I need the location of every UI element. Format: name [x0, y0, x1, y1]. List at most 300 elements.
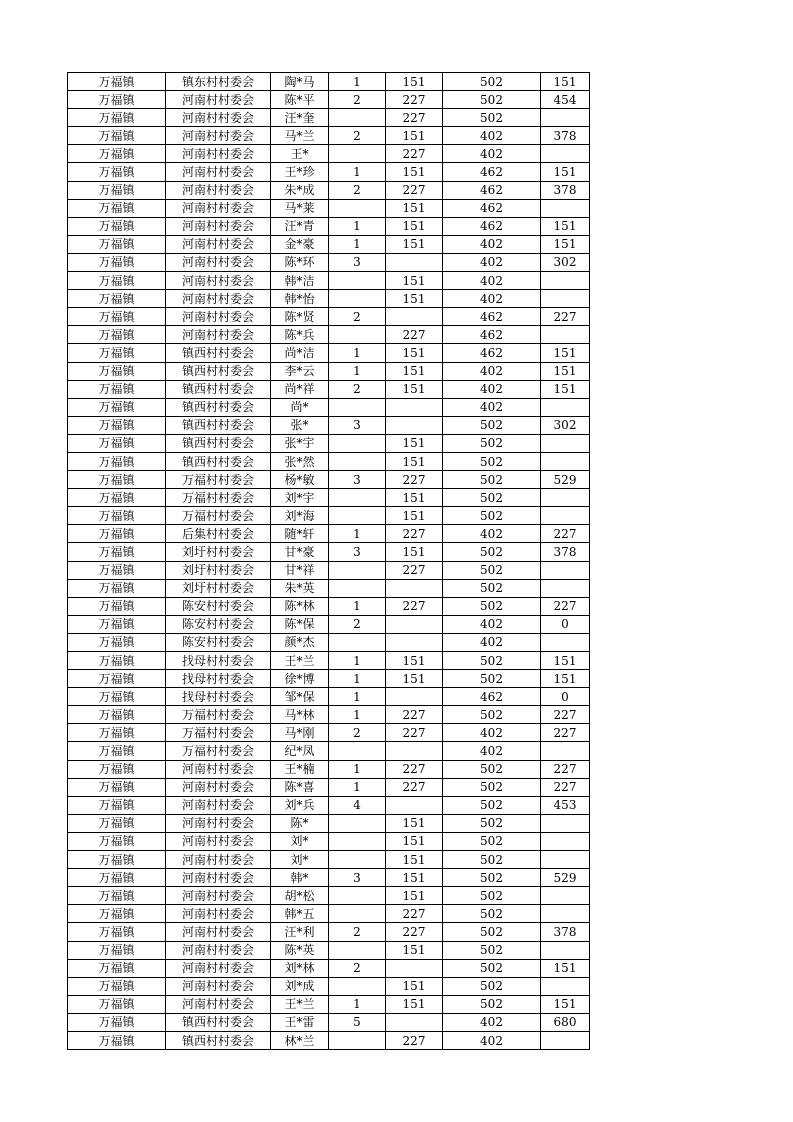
name-cell: 邹*保	[271, 688, 329, 706]
town-cell: 万福镇	[68, 887, 166, 905]
count-cell	[329, 905, 386, 923]
total-cell	[541, 272, 590, 290]
name-cell: 马*莱	[271, 199, 329, 217]
name-cell: 陶*马	[271, 73, 329, 91]
table-row	[68, 272, 590, 290]
name-cell: 刘*	[271, 832, 329, 850]
amount-b-cell: 502	[443, 434, 541, 452]
amount-a-cell	[386, 742, 443, 760]
town-cell: 万福镇	[68, 561, 166, 579]
table-row	[68, 1031, 590, 1049]
village-committee-cell: 万福村村委会	[166, 471, 271, 489]
town-cell: 万福镇	[68, 235, 166, 253]
amount-b-cell: 502	[443, 489, 541, 507]
count-cell: 1	[329, 670, 386, 688]
town-cell: 万福镇	[68, 73, 166, 91]
count-cell	[329, 579, 386, 597]
town-cell: 万福镇	[68, 489, 166, 507]
name-cell: 马*林	[271, 706, 329, 724]
town-cell: 万福镇	[68, 181, 166, 199]
amount-a-cell: 151	[386, 941, 443, 959]
count-cell	[329, 851, 386, 869]
name-cell: 韩*洁	[271, 272, 329, 290]
count-cell	[329, 832, 386, 850]
count-cell: 1	[329, 362, 386, 380]
name-cell: 林*兰	[271, 1031, 329, 1049]
village-committee-cell: 河南村村委会	[166, 778, 271, 796]
amount-a-cell: 227	[386, 326, 443, 344]
village-committee-cell: 找母村村委会	[166, 670, 271, 688]
table-row	[68, 217, 590, 235]
amount-b-cell: 502	[443, 561, 541, 579]
amount-b-cell: 502	[443, 851, 541, 869]
table-row	[68, 109, 590, 127]
village-committee-cell: 河南村村委会	[166, 796, 271, 814]
table-row	[68, 652, 590, 670]
village-committee-cell: 河南村村委会	[166, 308, 271, 326]
table-row	[68, 941, 590, 959]
amount-b-cell: 502	[443, 995, 541, 1013]
table-row	[68, 633, 590, 651]
name-cell: 汪*青	[271, 217, 329, 235]
town-cell: 万福镇	[68, 416, 166, 434]
village-committee-cell: 镇西村村委会	[166, 416, 271, 434]
total-cell: 227	[541, 525, 590, 543]
count-cell: 1	[329, 652, 386, 670]
village-committee-cell: 万福村村委会	[166, 742, 271, 760]
count-cell	[329, 1031, 386, 1049]
town-cell: 万福镇	[68, 452, 166, 470]
amount-b-cell: 502	[443, 73, 541, 91]
amount-b-cell: 502	[443, 579, 541, 597]
amount-a-cell: 151	[386, 869, 443, 887]
village-committee-cell: 镇西村村委会	[166, 1031, 271, 1049]
amount-a-cell: 151	[386, 977, 443, 995]
table-row	[68, 91, 590, 109]
table-row	[68, 73, 590, 91]
name-cell: 张*	[271, 416, 329, 434]
count-cell	[329, 489, 386, 507]
name-cell: 朱*英	[271, 579, 329, 597]
total-cell: 227	[541, 597, 590, 615]
amount-a-cell	[386, 959, 443, 977]
amount-a-cell: 151	[386, 489, 443, 507]
village-committee-cell: 河南村村委会	[166, 145, 271, 163]
amount-b-cell: 462	[443, 199, 541, 217]
amount-a-cell	[386, 416, 443, 434]
town-cell: 万福镇	[68, 706, 166, 724]
total-cell	[541, 561, 590, 579]
name-cell: 刘*宇	[271, 489, 329, 507]
name-cell: 尚*祥	[271, 380, 329, 398]
amount-b-cell: 502	[443, 706, 541, 724]
total-cell	[541, 109, 590, 127]
total-cell	[541, 290, 590, 308]
village-committee-cell: 河南村村委会	[166, 832, 271, 850]
town-cell: 万福镇	[68, 434, 166, 452]
total-cell: 378	[541, 127, 590, 145]
total-cell: 227	[541, 706, 590, 724]
village-committee-cell: 刘圩村村委会	[166, 561, 271, 579]
town-cell: 万福镇	[68, 344, 166, 362]
count-cell: 1	[329, 597, 386, 615]
town-cell: 万福镇	[68, 109, 166, 127]
total-cell: 151	[541, 995, 590, 1013]
town-cell: 万福镇	[68, 471, 166, 489]
amount-b-cell: 502	[443, 977, 541, 995]
total-cell	[541, 633, 590, 651]
amount-b-cell: 402	[443, 127, 541, 145]
amount-a-cell: 227	[386, 760, 443, 778]
count-cell: 4	[329, 796, 386, 814]
amount-a-cell: 151	[386, 380, 443, 398]
amount-a-cell: 227	[386, 145, 443, 163]
name-cell: 刘*林	[271, 959, 329, 977]
village-committee-cell: 后集村村委会	[166, 525, 271, 543]
village-committee-cell: 刘圩村村委会	[166, 579, 271, 597]
total-cell: 378	[541, 181, 590, 199]
amount-b-cell: 502	[443, 416, 541, 434]
count-cell: 3	[329, 416, 386, 434]
total-cell: 151	[541, 362, 590, 380]
name-cell: 金*豪	[271, 235, 329, 253]
count-cell	[329, 434, 386, 452]
table-row	[68, 778, 590, 796]
amount-a-cell: 151	[386, 199, 443, 217]
table-row	[68, 814, 590, 832]
table-row	[68, 1013, 590, 1031]
name-cell: 韩*怡	[271, 290, 329, 308]
name-cell: 王*楠	[271, 760, 329, 778]
count-cell: 1	[329, 163, 386, 181]
town-cell: 万福镇	[68, 688, 166, 706]
village-committee-cell: 河南村村委会	[166, 272, 271, 290]
count-cell	[329, 109, 386, 127]
total-cell: 151	[541, 217, 590, 235]
total-cell: 0	[541, 615, 590, 633]
count-cell	[329, 290, 386, 308]
amount-a-cell: 151	[386, 652, 443, 670]
name-cell: 张*然	[271, 452, 329, 470]
count-cell	[329, 742, 386, 760]
village-committee-cell: 镇西村村委会	[166, 434, 271, 452]
amount-a-cell: 151	[386, 832, 443, 850]
amount-b-cell: 402	[443, 615, 541, 633]
name-cell: 陈*喜	[271, 778, 329, 796]
town-cell: 万福镇	[68, 977, 166, 995]
amount-a-cell: 227	[386, 778, 443, 796]
amount-b-cell: 502	[443, 796, 541, 814]
amount-b-cell: 502	[443, 905, 541, 923]
total-cell: 151	[541, 959, 590, 977]
amount-a-cell: 227	[386, 471, 443, 489]
amount-b-cell: 402	[443, 235, 541, 253]
total-cell	[541, 434, 590, 452]
village-committee-cell: 河南村村委会	[166, 163, 271, 181]
amount-b-cell: 502	[443, 941, 541, 959]
count-cell	[329, 887, 386, 905]
name-cell: 陈*环	[271, 253, 329, 271]
amount-b-cell: 502	[443, 760, 541, 778]
village-committee-cell: 河南村村委会	[166, 199, 271, 217]
town-cell: 万福镇	[68, 832, 166, 850]
table-row	[68, 507, 590, 525]
village-committee-cell: 万福村村委会	[166, 489, 271, 507]
total-cell: 227	[541, 308, 590, 326]
amount-a-cell: 227	[386, 724, 443, 742]
amount-b-cell: 402	[443, 525, 541, 543]
town-cell: 万福镇	[68, 869, 166, 887]
name-cell: 刘*兵	[271, 796, 329, 814]
count-cell: 3	[329, 471, 386, 489]
town-cell: 万福镇	[68, 814, 166, 832]
count-cell	[329, 199, 386, 217]
town-cell: 万福镇	[68, 579, 166, 597]
amount-b-cell: 462	[443, 308, 541, 326]
amount-b-cell: 502	[443, 670, 541, 688]
amount-b-cell: 462	[443, 163, 541, 181]
total-cell: 453	[541, 796, 590, 814]
count-cell	[329, 398, 386, 416]
count-cell: 2	[329, 959, 386, 977]
village-committee-cell: 河南村村委会	[166, 181, 271, 199]
name-cell: 朱*成	[271, 181, 329, 199]
amount-b-cell: 502	[443, 959, 541, 977]
name-cell: 刘*海	[271, 507, 329, 525]
village-committee-cell: 河南村村委会	[166, 887, 271, 905]
table-row	[68, 869, 590, 887]
village-committee-cell: 河南村村委会	[166, 977, 271, 995]
village-committee-cell: 河南村村委会	[166, 127, 271, 145]
table-row	[68, 416, 590, 434]
name-cell: 陈*	[271, 814, 329, 832]
count-cell: 1	[329, 760, 386, 778]
table-row	[68, 905, 590, 923]
town-cell: 万福镇	[68, 778, 166, 796]
table-row	[68, 561, 590, 579]
amount-b-cell: 462	[443, 181, 541, 199]
village-committee-cell: 万福村村委会	[166, 706, 271, 724]
count-cell	[329, 941, 386, 959]
amount-a-cell	[386, 633, 443, 651]
name-cell: 尚*洁	[271, 344, 329, 362]
amount-a-cell: 151	[386, 543, 443, 561]
count-cell: 3	[329, 543, 386, 561]
village-committee-cell: 河南村村委会	[166, 941, 271, 959]
village-committee-cell: 镇西村村委会	[166, 1013, 271, 1031]
count-cell: 1	[329, 778, 386, 796]
name-cell: 马*兰	[271, 127, 329, 145]
table-row	[68, 597, 590, 615]
count-cell: 2	[329, 724, 386, 742]
name-cell: 甘*豪	[271, 543, 329, 561]
total-cell: 227	[541, 760, 590, 778]
total-cell	[541, 326, 590, 344]
table-row	[68, 308, 590, 326]
count-cell	[329, 814, 386, 832]
amount-a-cell: 227	[386, 1031, 443, 1049]
amount-a-cell: 227	[386, 525, 443, 543]
amount-a-cell: 227	[386, 706, 443, 724]
amount-b-cell: 402	[443, 145, 541, 163]
amount-a-cell	[386, 253, 443, 271]
table-row	[68, 290, 590, 308]
table-row	[68, 235, 590, 253]
amount-b-cell: 502	[443, 652, 541, 670]
village-committee-cell: 河南村村委会	[166, 326, 271, 344]
table-row	[68, 127, 590, 145]
village-committee-cell: 陈安村村委会	[166, 633, 271, 651]
total-cell: 680	[541, 1013, 590, 1031]
amount-b-cell: 502	[443, 597, 541, 615]
amount-b-cell: 462	[443, 688, 541, 706]
town-cell: 万福镇	[68, 199, 166, 217]
name-cell: 随*轩	[271, 525, 329, 543]
table-row	[68, 471, 590, 489]
count-cell: 2	[329, 923, 386, 941]
amount-a-cell: 151	[386, 670, 443, 688]
village-committee-cell: 河南村村委会	[166, 109, 271, 127]
table-row	[68, 362, 590, 380]
village-committee-cell: 河南村村委会	[166, 851, 271, 869]
village-committee-cell: 镇西村村委会	[166, 362, 271, 380]
amount-b-cell: 402	[443, 633, 541, 651]
town-cell: 万福镇	[68, 362, 166, 380]
name-cell: 王*雷	[271, 1013, 329, 1031]
village-committee-cell: 河南村村委会	[166, 760, 271, 778]
name-cell: 杨*敏	[271, 471, 329, 489]
name-cell: 韩*	[271, 869, 329, 887]
village-committee-cell: 河南村村委会	[166, 235, 271, 253]
table-row	[68, 796, 590, 814]
amount-a-cell: 151	[386, 814, 443, 832]
total-cell: 454	[541, 91, 590, 109]
town-cell: 万福镇	[68, 217, 166, 235]
town-cell: 万福镇	[68, 543, 166, 561]
village-committee-cell: 河南村村委会	[166, 253, 271, 271]
table-row	[68, 995, 590, 1013]
total-cell	[541, 941, 590, 959]
town-cell: 万福镇	[68, 127, 166, 145]
table-row	[68, 615, 590, 633]
town-cell: 万福镇	[68, 905, 166, 923]
town-cell: 万福镇	[68, 959, 166, 977]
table-row	[68, 851, 590, 869]
name-cell: 陈*英	[271, 941, 329, 959]
count-cell: 2	[329, 615, 386, 633]
total-cell	[541, 145, 590, 163]
total-cell	[541, 832, 590, 850]
table-row	[68, 959, 590, 977]
name-cell: 刘*成	[271, 977, 329, 995]
table-row	[68, 398, 590, 416]
total-cell	[541, 452, 590, 470]
amount-a-cell: 151	[386, 995, 443, 1013]
village-committee-cell: 找母村村委会	[166, 652, 271, 670]
total-cell	[541, 742, 590, 760]
table-row	[68, 525, 590, 543]
town-cell: 万福镇	[68, 597, 166, 615]
count-cell: 1	[329, 235, 386, 253]
amount-b-cell: 502	[443, 814, 541, 832]
count-cell	[329, 977, 386, 995]
count-cell: 1	[329, 688, 386, 706]
table-row	[68, 977, 590, 995]
table-row	[68, 253, 590, 271]
table-row	[68, 923, 590, 941]
table-row	[68, 344, 590, 362]
count-cell: 1	[329, 995, 386, 1013]
town-cell: 万福镇	[68, 652, 166, 670]
data-table	[67, 72, 590, 1050]
amount-b-cell: 402	[443, 742, 541, 760]
amount-a-cell	[386, 308, 443, 326]
town-cell: 万福镇	[68, 163, 166, 181]
name-cell: 汪*奎	[271, 109, 329, 127]
name-cell: 尚*	[271, 398, 329, 416]
amount-a-cell: 151	[386, 163, 443, 181]
name-cell: 王*珍	[271, 163, 329, 181]
name-cell: 汪*利	[271, 923, 329, 941]
table-row	[68, 688, 590, 706]
amount-a-cell: 227	[386, 181, 443, 199]
amount-b-cell: 402	[443, 1031, 541, 1049]
village-committee-cell: 河南村村委会	[166, 923, 271, 941]
town-cell: 万福镇	[68, 525, 166, 543]
amount-b-cell: 402	[443, 272, 541, 290]
table-row	[68, 724, 590, 742]
name-cell: 王*	[271, 145, 329, 163]
amount-a-cell	[386, 688, 443, 706]
town-cell: 万福镇	[68, 633, 166, 651]
amount-b-cell: 402	[443, 362, 541, 380]
table-row	[68, 706, 590, 724]
amount-a-cell	[386, 615, 443, 633]
amount-b-cell: 462	[443, 326, 541, 344]
name-cell: 陈*平	[271, 91, 329, 109]
total-cell	[541, 489, 590, 507]
total-cell	[541, 507, 590, 525]
count-cell	[329, 507, 386, 525]
town-cell: 万福镇	[68, 308, 166, 326]
count-cell: 1	[329, 73, 386, 91]
name-cell: 韩*五	[271, 905, 329, 923]
village-committee-cell: 河南村村委会	[166, 290, 271, 308]
count-cell: 1	[329, 706, 386, 724]
count-cell: 5	[329, 1013, 386, 1031]
count-cell: 2	[329, 91, 386, 109]
amount-b-cell: 502	[443, 471, 541, 489]
town-cell: 万福镇	[68, 724, 166, 742]
town-cell: 万福镇	[68, 507, 166, 525]
village-committee-cell: 找母村村委会	[166, 688, 271, 706]
total-cell: 378	[541, 923, 590, 941]
village-committee-cell: 陈安村村委会	[166, 615, 271, 633]
name-cell: 张*宇	[271, 434, 329, 452]
amount-a-cell: 151	[386, 362, 443, 380]
count-cell: 3	[329, 253, 386, 271]
count-cell: 2	[329, 181, 386, 199]
town-cell: 万福镇	[68, 1013, 166, 1031]
count-cell	[329, 145, 386, 163]
total-cell: 302	[541, 416, 590, 434]
table-row	[68, 543, 590, 561]
amount-b-cell: 502	[443, 923, 541, 941]
table-row	[68, 181, 590, 199]
village-committee-cell: 镇东村村委会	[166, 73, 271, 91]
village-committee-cell: 河南村村委会	[166, 995, 271, 1013]
total-cell: 151	[541, 163, 590, 181]
